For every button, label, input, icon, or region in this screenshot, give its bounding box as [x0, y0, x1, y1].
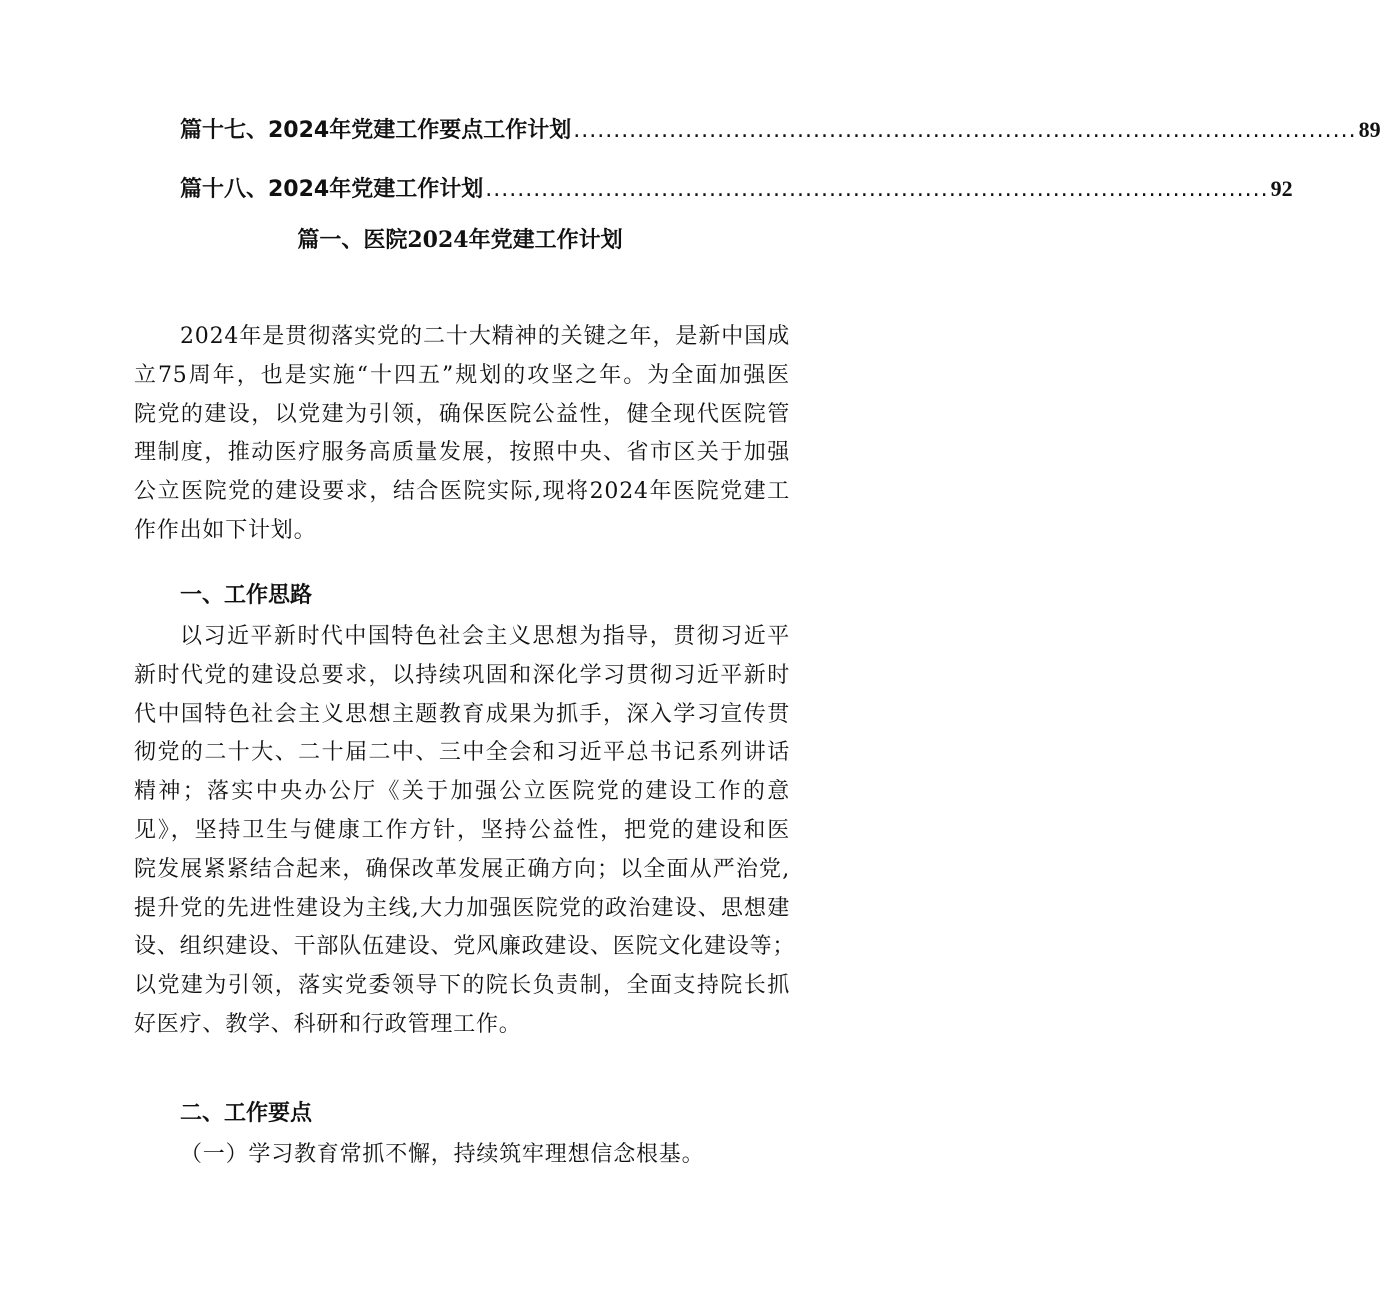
paragraph-line: 理制度，推动医疗服务高质量发展，按照中央、省市区关于加强: [134, 440, 790, 466]
work-approach-paragraph: [134, 618, 796, 1045]
toc-leader-dots: ..................................................................................................: [573, 118, 1357, 143]
toc-entry-page: 92: [1270, 176, 1293, 201]
document-title: 篇一、医院2024年党建工作计划: [297, 227, 623, 253]
paragraph-line: 立75周年，也是实施“十四五”规划的攻坚之年。为全面加强医: [134, 362, 790, 388]
toc-leader-dots: ..................................................................................................: [485, 177, 1269, 202]
paragraph-line: 新时代党的建设总要求，以持续巩固和深化学习贯彻习近平新时: [134, 662, 790, 688]
toc-entry-title: 篇十七、2024年党建工作要点工作计划: [180, 118, 572, 143]
intro-paragraph: [134, 318, 790, 551]
section-heading-work-points: 二、工作要点: [180, 1101, 313, 1126]
paragraph-line: 设、组织建设、干部队伍建设、党风廉政建设、医院文化建设等；: [134, 934, 796, 960]
subsection-heading: （一）学习教育常抓不懈，持续筑牢理想信念根基。: [180, 1142, 705, 1167]
paragraph-line: 代中国特色社会主义思想主题教育成果为抓手，深入学习宣传贯: [134, 701, 790, 727]
toc-entry-title: 篇十八、2024年党建工作计划: [180, 177, 484, 202]
paragraph-line: 院党的建设，以党建为引领，确保医院公益性，健全现代医院管: [134, 401, 790, 427]
paragraph-line: 好医疗、教学、科研和行政管理工作。: [134, 1011, 522, 1037]
paragraph-line: 以党建为引领，落实党委领导下的院长负责制，全面支持院长抓: [134, 973, 790, 999]
paragraph-line: 2024年是贯彻落实党的二十大精神的关键之年，是新中国成: [180, 324, 790, 349]
paragraph-line: 精神；落实中央办公厅《关于加强公立医院党的建设工作的意: [134, 779, 790, 805]
toc-entry-page: 89: [1358, 117, 1381, 142]
paragraph-line: 以习近平新时代中国特色社会主义思想为指导，贯彻习近平: [180, 624, 790, 649]
paragraph-line: 提升党的先进性建设为主线,大力加强医院党的政治建设、思想建: [134, 895, 790, 921]
toc-entry[interactable]: [180, 112, 1381, 148]
paragraph-line: 院发展紧紧结合起来，确保改革发展正确方向；以全面从严治党,: [134, 856, 790, 882]
paragraph-line: 见》，坚持卫生与健康工作方针，坚持公益性，把党的建设和医: [134, 817, 790, 843]
toc-entry[interactable]: [180, 171, 1293, 207]
paragraph-line: 彻党的二十大、二十届二中、三中全会和习近平总书记系列讲话: [134, 740, 790, 766]
paragraph-line: 作作出如下计划。: [134, 517, 317, 543]
section-heading-work-approach: 一、工作思路: [180, 583, 313, 608]
paragraph-line: 公立医院党的建设要求，结合医院实际,现将2024年医院党建工: [134, 479, 790, 505]
